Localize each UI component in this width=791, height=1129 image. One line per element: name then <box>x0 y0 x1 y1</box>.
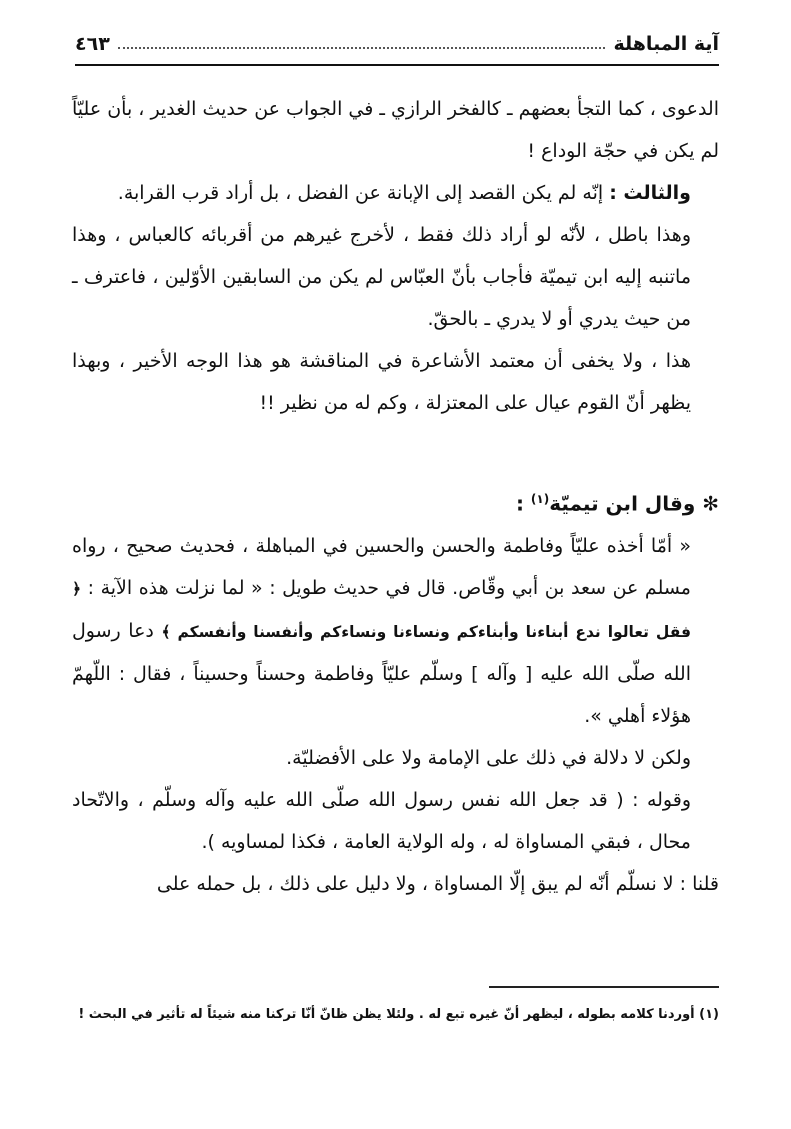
quran-verse: ﴿ فقل تعالوا ندع أبناءنا وأبناءكم ونساءنا ونساءكم وأنفسنا وأنفسكم ﴾ <box>72 579 692 641</box>
page-number: ٤٦٣ <box>75 33 110 55</box>
paragraph: وهذا باطل ، لأنّه لو أراد ذلك فقط ، لأخرج غيرهم من أقربائه كالعباس ، وهذا ماتنبه إليه ابن تيميّة فأجاب بأنّ العبّاس لم يكن من السابقين الأوّلين ، فاعترف ـ من حيث يدري أو لا يدري ـ بالحقّ. <box>72 224 691 330</box>
footnote-text: أوردنا كلامه بطوله ، ليظهر أنّ غيره تبع له . ولئلا يظن ظانّ أنّا تركنا منه شيئاً له تأثير في البحث ! <box>78 1007 700 1022</box>
paragraph: قلنا : لا نسلّم أنّه لم يبق إلّا المساواة ، ولا دليل على ذلك ، بل حمله على <box>156 872 719 895</box>
footnote-reference: (١) <box>530 492 550 506</box>
quote-text: « أمّا أخذه عليّاً وفاطمة والحسن والحسين في المباهلة ، فحديث صحيح ، رواه مسلم عن سعد بن أبي وقّاص. قال في حديث طويل : « لما نزلت هذه الآية : <box>72 534 691 599</box>
paragraph: الدعوى ، كما التجأ بعضهم ـ كالفخر الرازي ـ في الجواب عن حديث الغدير ، بأن عليّاً لم يكن في حجّة الوداع ! <box>72 98 719 162</box>
footnote-divider <box>489 986 719 988</box>
main-text <box>72 88 719 905</box>
footnote-marker: (١) <box>699 1007 719 1022</box>
paragraph: هذا ، ولا يخفى أن معتمد الأشاعرة في المناقشة هو هذا الوجه الأخير ، وبهذا يظهر أنّ القوم عيال على المعتزلة ، وكم له من نظير !! <box>72 350 691 414</box>
quote-paragraph <box>72 525 719 737</box>
paragraph-text: إنّه لم يكن القصد إلى الإبانة عن الفضل ، بل أراد قرب القرابة. <box>117 182 610 204</box>
running-title: آية المباهلة <box>613 33 719 55</box>
dotted-leader <box>118 47 606 49</box>
section-heading-colon: : <box>515 491 531 516</box>
page-header <box>75 24 719 66</box>
section-heading-text: ✻ وقال ابن تيميّة <box>549 491 719 516</box>
section-heading <box>72 478 719 525</box>
paragraph: وقوله : ( قد جعل الله نفس رسول الله صلّى الله عليه وآله وسلّم ، والاتّحاد محال ، فبقي المساواة له ، وله الولاية العامة ، فكذا لمساويه ). <box>72 788 691 853</box>
paragraph <box>72 172 719 214</box>
quote-text: دعا رسول الله صلّى الله عليه [ وآله ] وسلّم عليّاً وفاطمة وحسناً وحسيناً ، فقال : اللّهمّ هؤلاء أهلي ». <box>72 619 691 727</box>
footnote <box>60 1004 719 1026</box>
paragraph: ولكن لا دلالة في ذلك على الإمامة ولا على الأفضليّة. <box>286 746 691 769</box>
paragraph-lead: والثالث : <box>609 182 691 204</box>
section-spacer <box>72 424 719 478</box>
